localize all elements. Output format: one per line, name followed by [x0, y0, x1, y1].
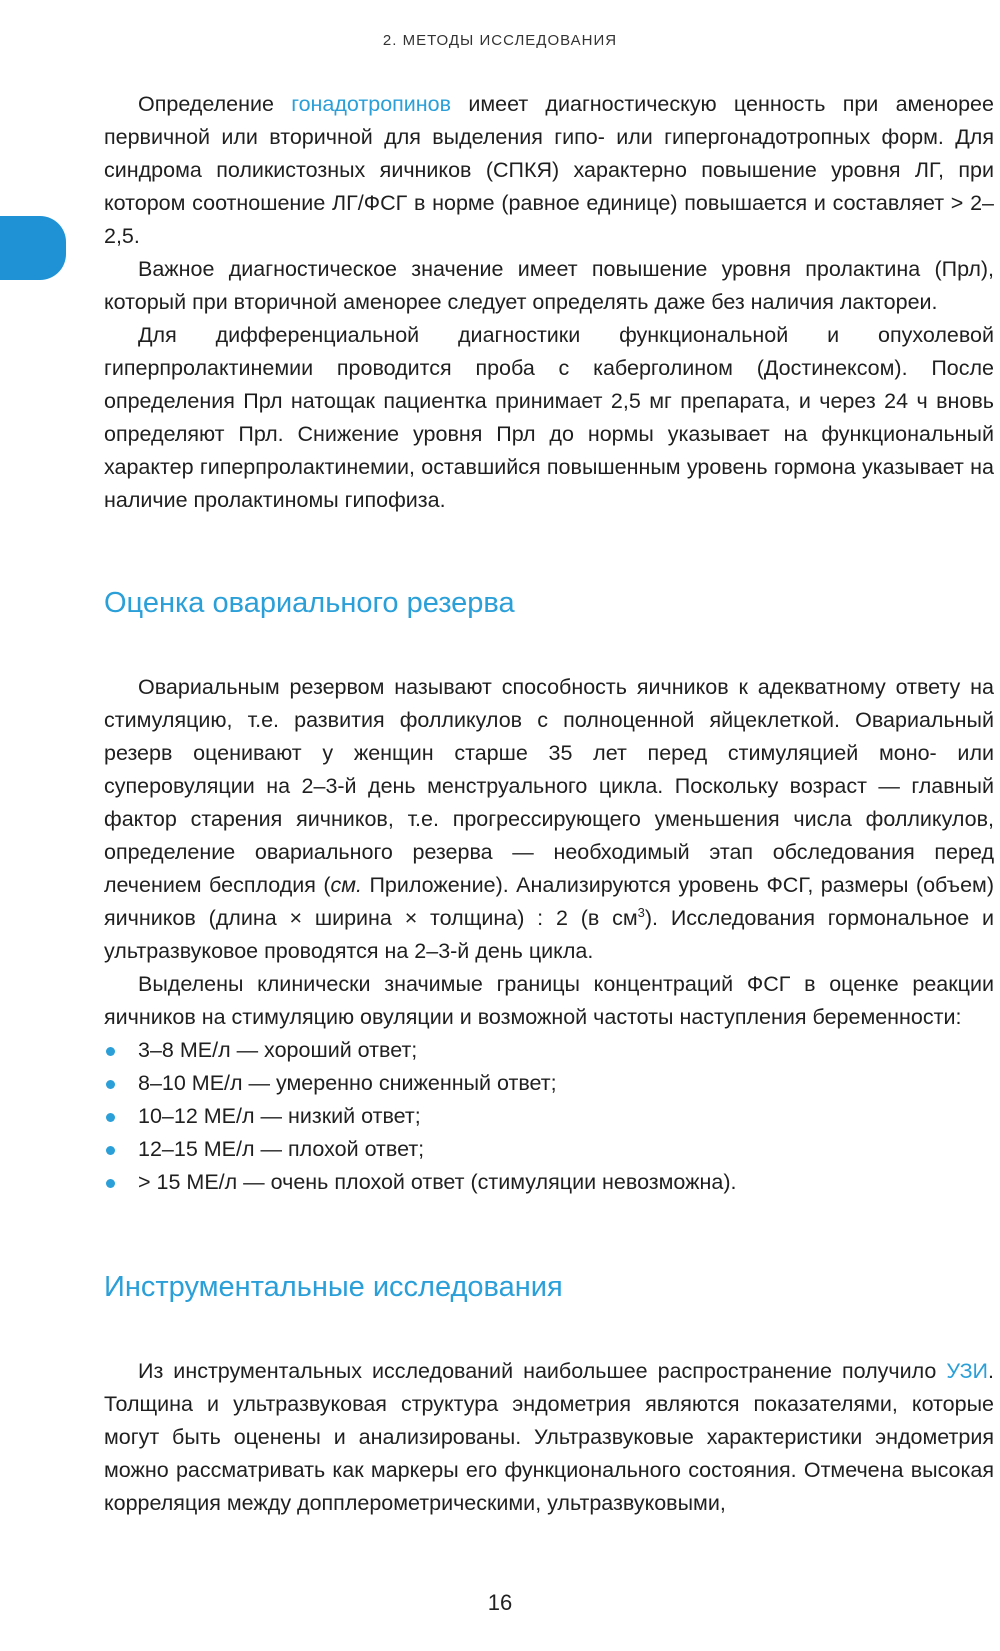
list-item: > 15 МЕ/л — очень плохой ответ (стимуляции невозможна). [104, 1166, 994, 1199]
list-item: 8–10 МЕ/л — умеренно сниженный ответ; [104, 1067, 994, 1100]
page-content [104, 88, 994, 1520]
heading-instrumental-studies: Инструментальные исследования [104, 1271, 563, 1303]
paragraph-cabergoline-test: Для дифференциальной диагностики функциональной и опухолевой гиперпролактинемии проводится проба с каберголином (Достинексом). После определения Прл натощак пациентка принимает 2,5 мг препарата, и через 24 ч вновь определяют Прл. Снижение уровня Прл до нормы указывает на функциональный характер гиперпролактинемии, оставшийся повышенным уровень гормона указывает на наличие пролактиномы гипофиза. [104, 323, 994, 512]
running-head: 2. МЕТОДЫ ИССЛЕДОВАНИЯ [382, 32, 618, 49]
list-item: 3–8 МЕ/л — хороший ответ; [104, 1034, 994, 1067]
paragraph-fsh-thresholds: Выделены клинически значимые границы концентраций ФСГ в оценке реакции яичников на стимуляцию овуляции и возможной частоты наступления беременности: [104, 972, 994, 1029]
page-number: 16 [487, 1590, 513, 1615]
paragraph-prolactin: Важное диагностическое значение имеет повышение уровня пролактина (Прл), который при вторичной аменорее следует определять даже без наличия лактореи. [104, 257, 994, 314]
paragraph-ultrasound: Из инструментальных исследований наибольшее распространение получило УЗИ. Толщина и ультразвуковая структура эндометрия являются показателями, которые могут быть оценены и анализированы. Ультразвуковые характеристики эндометрия можно рассматривать как маркеры его функционального состояния. Отмечена высокая корреляция между допплерометрическими, ультразвуковыми, [104, 1359, 994, 1515]
list-item: 10–12 МЕ/л — низкий ответ; [104, 1100, 994, 1133]
paragraph-gonadotropins: Определение гонадотропинов имеет диагностическую ценность при аменорее первичной или вторичной для выделения гипо- или гипергонадотропных форм. Для синдрома поликистозных яичников (СПКЯ) характерно повышение уровня ЛГ, при котором соотношение ЛГ/ФСГ в норме (равное единице) повышается и составляет > 2–2,5. [104, 92, 994, 248]
paragraph-ovarian-reserve: Овариальным резервом называют способность яичников к адекватному ответу на стимуляцию, т.е. развития фолликулов с полноценной яйцеклеткой. Овариальный резерв оценивают у женщин старше 35 лет перед стимуляцией моно- или суперовуляции на 2–3-й день менструального цикла. Поскольку возраст — главный фактор старения яичников, т.е. прогрессирующего уменьшения числа фолликулов, определение овариального резерва — необходимый этап обследования перед лечением бесплодия (см. Приложение). Анализируются уровень ФСГ, размеры (объем) яичников (длина × ширина × толщина) : 2 (в $см^3$). Исследования гормональное и ультразвуковое проводятся на 2–3-й день цикла. [104, 675, 994, 963]
chapter-side-tab [0, 216, 66, 280]
list-item: 12–15 МЕ/л — плохой ответ; [104, 1133, 994, 1166]
heading-ovarian-reserve: Оценка овариального резерва [104, 587, 515, 619]
gonadotropins-link[interactable]: гонадотропинов [291, 92, 452, 116]
ultrasound-link[interactable]: УЗИ [946, 1359, 989, 1383]
fsh-response-list [104, 1034, 994, 1199]
